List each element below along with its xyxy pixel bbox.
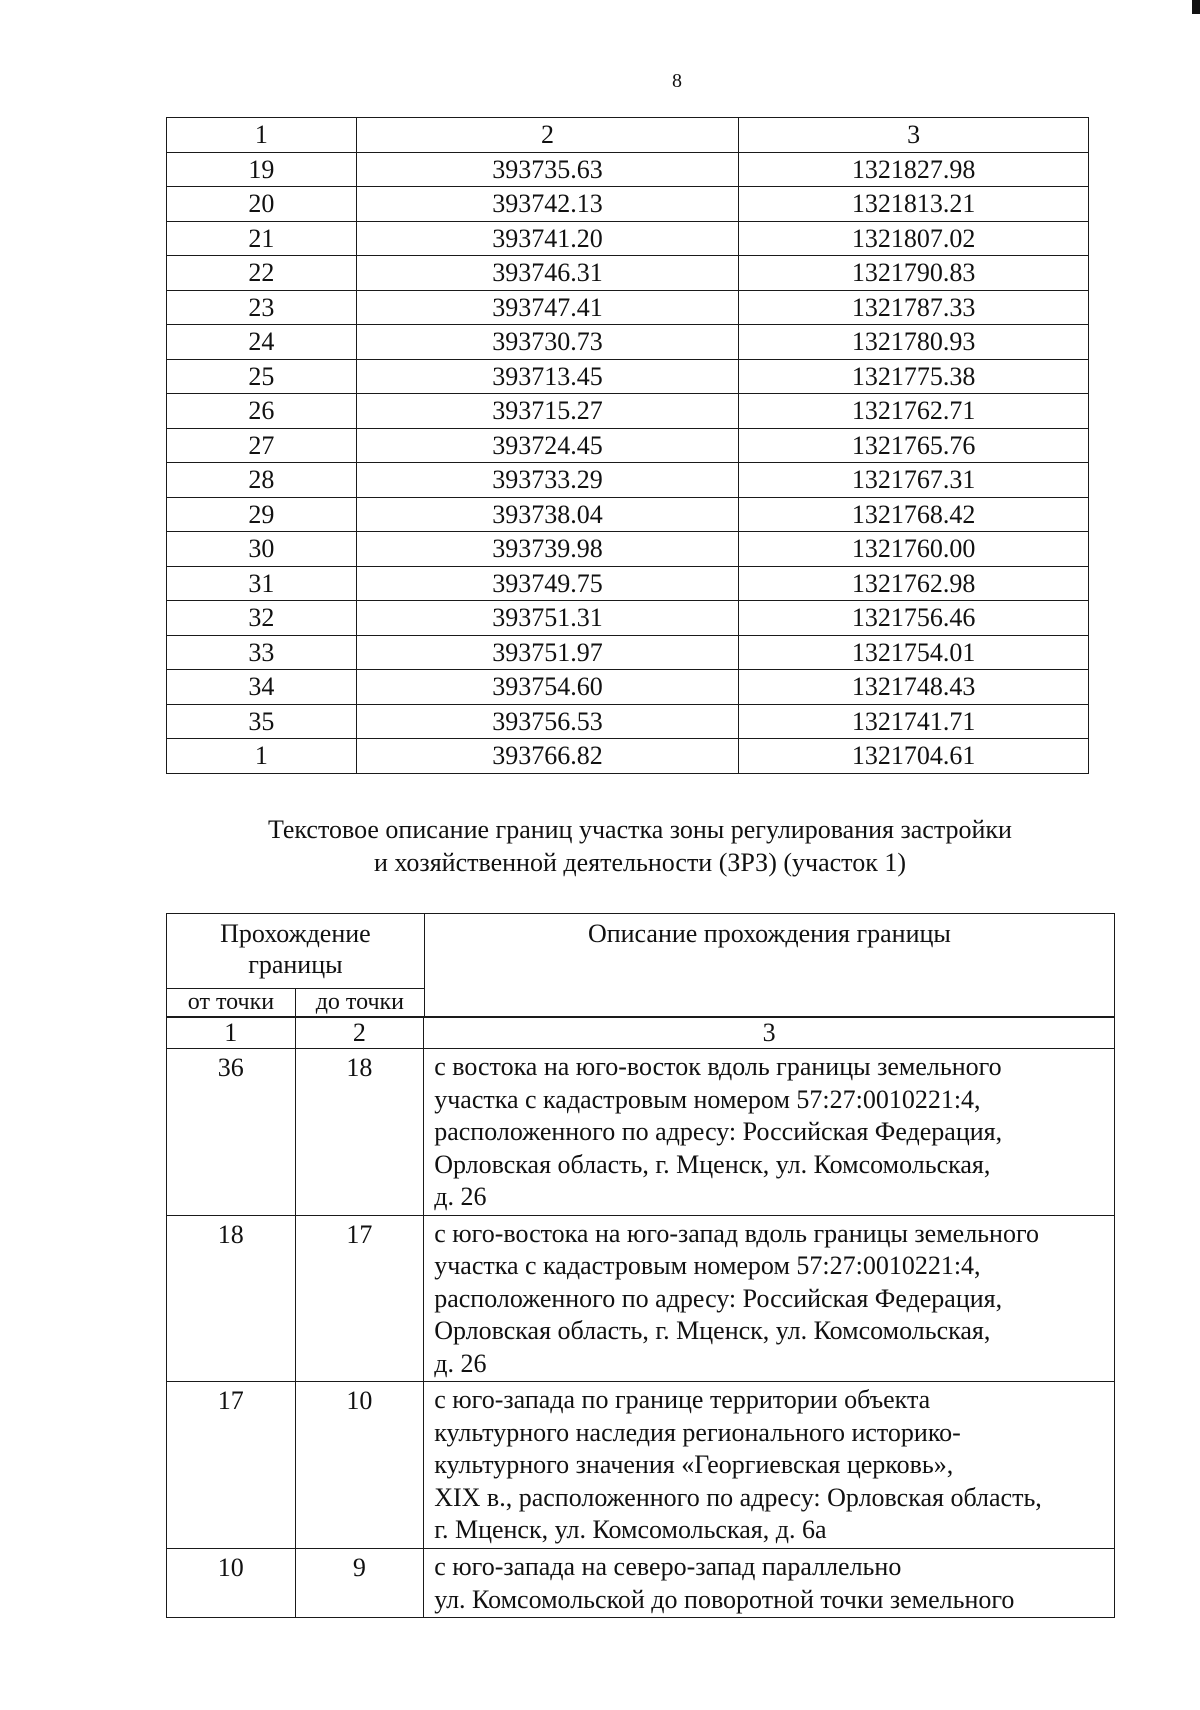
coordinate-x-cell: 393749.75 [356, 566, 739, 601]
section-title-line: Текстовое описание границ участка зоны регулирования застройки [268, 815, 1012, 844]
coordinate-x-cell: 393739.98 [356, 532, 739, 567]
coordinate-y-cell: 1321768.42 [739, 497, 1089, 532]
coordinate-row [167, 428, 1089, 463]
coordinate-x-cell: 393724.45 [356, 428, 739, 463]
point-number-cell: 19 [167, 152, 357, 187]
coordinate-y-cell: 1321780.93 [739, 325, 1089, 360]
coordinate-y-cell: 1321827.98 [739, 152, 1089, 187]
column-number-cell: 2 [295, 1018, 424, 1049]
coordinate-x-cell: 393746.31 [356, 256, 739, 291]
point-number-cell: 34 [167, 670, 357, 705]
coordinate-y-cell: 1321765.76 [739, 428, 1089, 463]
from-point-cell: 36 [167, 1049, 296, 1216]
description-line: д. 26 [434, 1348, 487, 1378]
coordinate-x-cell: 393751.97 [356, 635, 739, 670]
point-number-cell: 23 [167, 290, 357, 325]
point-number-cell: 27 [167, 428, 357, 463]
description-line: г. Мценск, ул. Комсомольская, д. 6а [434, 1515, 827, 1544]
to-point-cell: 18 [295, 1049, 424, 1216]
coordinate-row [167, 739, 1089, 774]
description-line: с юго-востока на юго-запад вдоль границы земельного [434, 1218, 1039, 1248]
description-line: с востока на юго-восток вдоль границы земельного [434, 1052, 1002, 1081]
coordinate-y-cell: 1321787.33 [739, 290, 1089, 325]
coordinate-row [167, 497, 1089, 532]
boundary-passage-header [167, 914, 425, 989]
from-point-header: от точки [167, 989, 296, 1017]
to-point-header: до точки [295, 989, 424, 1017]
description-table [166, 1017, 1115, 1618]
coordinates-table-body [167, 118, 1089, 774]
point-number-cell: 35 [167, 704, 357, 739]
description-line: Орловская область, г. Мценск, ул. Комсомольская, [434, 1316, 991, 1345]
point-number-cell: 33 [167, 635, 357, 670]
description-line: расположенного по адресу: Российская Федерация, [434, 1117, 1003, 1146]
description-line: с юго-запада на северо-запад параллельно [434, 1552, 902, 1581]
description-line: участка с кадастровым номером 57:27:0010221:4, [434, 1251, 981, 1280]
boundary-description-cell [424, 1549, 1115, 1618]
point-number-cell: 31 [167, 566, 357, 601]
coordinate-y-cell: 1321767.31 [739, 463, 1089, 498]
point-number-cell: 29 [167, 497, 357, 532]
description-line: ул. Комсомольской до поворотной точки земельного [434, 1584, 1015, 1614]
point-number-cell: 30 [167, 532, 357, 567]
scan-edge-mark [1192, 0, 1200, 14]
to-point-cell: 9 [295, 1549, 424, 1618]
boundary-row [167, 1215, 1115, 1382]
description-line: культурного наследия регионального историко- [434, 1417, 961, 1447]
coordinates-table [166, 117, 1089, 774]
column-number-cell: 1 [167, 118, 357, 153]
coordinate-y-cell: 1321790.83 [739, 256, 1089, 291]
coordinate-x-cell: 393738.04 [356, 497, 739, 532]
coordinate-row [167, 359, 1089, 394]
description-table-body [167, 1018, 1115, 1618]
from-point-cell: 10 [167, 1549, 296, 1618]
boundary-description-cell [424, 1215, 1115, 1382]
coordinate-x-cell: 393751.31 [356, 601, 739, 636]
boundary-description-cell [424, 1382, 1115, 1549]
section-title [200, 813, 1080, 879]
coordinate-row [167, 221, 1089, 256]
coordinate-x-cell: 393741.20 [356, 221, 739, 256]
boundary-passage-header-line: границы [248, 950, 343, 979]
section-title-line: и хозяйственной деятельности (ЗРЗ) (участок 1) [374, 848, 906, 877]
description-line: культурного значения «Георгиевская церковь», [434, 1450, 954, 1479]
page-number: 8 [672, 70, 682, 92]
point-number-cell: 26 [167, 394, 357, 429]
coordinate-x-cell: 393754.60 [356, 670, 739, 705]
coordinate-row [167, 152, 1089, 187]
description-header: Описание прохождения границы [424, 914, 1114, 1017]
coordinate-x-cell: 393742.13 [356, 187, 739, 222]
description-number-row [167, 1018, 1115, 1049]
column-number-cell: 2 [356, 118, 739, 153]
boundary-row [167, 1049, 1115, 1216]
coordinate-x-cell: 393735.63 [356, 152, 739, 187]
from-point-cell: 17 [167, 1382, 296, 1549]
coordinate-row [167, 256, 1089, 291]
point-number-cell: 21 [167, 221, 357, 256]
coordinate-row [167, 704, 1089, 739]
coordinate-y-cell: 1321762.71 [739, 394, 1089, 429]
coordinate-row [167, 532, 1089, 567]
coordinate-y-cell: 1321775.38 [739, 359, 1089, 394]
coordinate-row [167, 670, 1089, 705]
point-number-cell: 20 [167, 187, 357, 222]
description-line: д. 26 [434, 1182, 487, 1211]
coordinate-x-cell: 393715.27 [356, 394, 739, 429]
coordinate-row [167, 187, 1089, 222]
coordinate-y-cell: 1321741.71 [739, 704, 1089, 739]
coordinate-y-cell: 1321748.43 [739, 670, 1089, 705]
boundary-row [167, 1549, 1115, 1618]
description-line: Орловская область, г. Мценск, ул. Комсомольская, [434, 1149, 991, 1179]
to-point-cell: 17 [295, 1215, 424, 1382]
point-number-cell: 32 [167, 601, 357, 636]
coordinate-x-cell: 393713.45 [356, 359, 739, 394]
from-point-cell: 18 [167, 1215, 296, 1382]
coordinate-row [167, 325, 1089, 360]
coordinate-y-cell: 1321807.02 [739, 221, 1089, 256]
coordinate-y-cell: 1321704.61 [739, 739, 1089, 774]
description-line: XIX в., расположенного по адресу: Орловская область, [434, 1482, 1042, 1512]
point-number-cell: 28 [167, 463, 357, 498]
coordinate-row [167, 463, 1089, 498]
boundary-description-cell [424, 1049, 1115, 1216]
boundary-row [167, 1382, 1115, 1549]
description-table-header [166, 913, 1115, 1017]
description-line: расположенного по адресу: Российская Федерация, [434, 1283, 1003, 1313]
column-number-cell: 3 [739, 118, 1089, 153]
description-line: с юго-запада по границе территории объекта [434, 1385, 931, 1414]
coordinate-y-cell: 1321813.21 [739, 187, 1089, 222]
point-number-cell: 24 [167, 325, 357, 360]
point-number-cell: 25 [167, 359, 357, 394]
coordinate-row [167, 394, 1089, 429]
coordinate-y-cell: 1321760.00 [739, 532, 1089, 567]
coordinate-x-cell: 393747.41 [356, 290, 739, 325]
coordinate-row [167, 601, 1089, 636]
boundary-passage-header-line: Прохождение [220, 919, 371, 948]
point-number-cell: 1 [167, 739, 357, 774]
column-number-cell: 1 [167, 1018, 296, 1049]
coordinate-row [167, 635, 1089, 670]
coordinate-y-cell: 1321762.98 [739, 566, 1089, 601]
description-line: участка с кадастровым номером 57:27:0010221:4, [434, 1084, 981, 1114]
coordinate-x-cell: 393730.73 [356, 325, 739, 360]
coordinate-x-cell: 393756.53 [356, 704, 739, 739]
coordinates-header-row [167, 118, 1089, 153]
coordinate-y-cell: 1321754.01 [739, 635, 1089, 670]
coordinate-x-cell: 393733.29 [356, 463, 739, 498]
to-point-cell: 10 [295, 1382, 424, 1549]
coordinate-row [167, 290, 1089, 325]
point-number-cell: 22 [167, 256, 357, 291]
coordinate-x-cell: 393766.82 [356, 739, 739, 774]
coordinate-y-cell: 1321756.46 [739, 601, 1089, 636]
coordinate-row [167, 566, 1089, 601]
column-number-cell: 3 [424, 1018, 1115, 1049]
